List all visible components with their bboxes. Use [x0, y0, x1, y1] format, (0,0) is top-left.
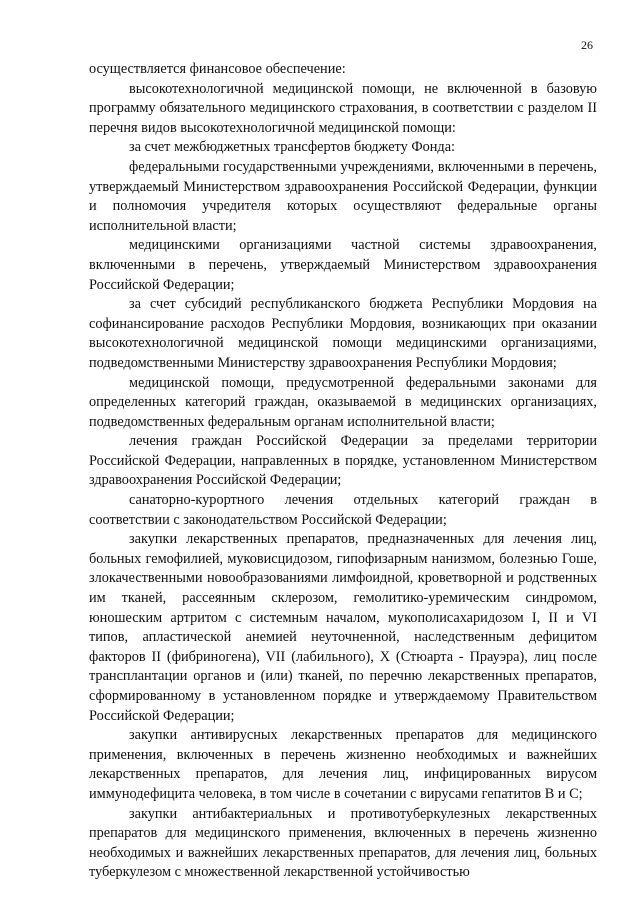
paragraph-4: федеральными государственными учреждениями, включенными в перечень, утверждаемый Министерством здравоохранения Российской Федерации, функции и полномочия учредителя которых осуществляют федеральные органы исполнительной власти;: [89, 158, 597, 234]
paragraph-8: лечения граждан Российской Федерации за пределами территории Российской Федерации, направленных в порядке, установленном Министерством здравоохранения Российской Федерации;: [89, 433, 597, 489]
paragraph-5: медицинскими организациями частной системы здравоохранения, включенными в перечень, утверждаемый Министерством здравоохранения Российской Федерации;: [89, 237, 597, 293]
paragraph-10: закупки лекарственных препаратов, предназначенных для лечения лиц, больных гемофилией, муковисцидозом, гипофизарным нанизмом, болезнью Гоше, злокачественными новообразованиями лимфоидной, кроветворной и родственных им тканей, рассеянным склерозом, гемолитико-уремическим синдромом, юношеским артритом с системным началом, мукополисахаридозом I, II и VI типов, апластической анемией неуточненной, наследственным дефицитом факторов II (фибриногена), VII (лабильного), X (Стюарта - Прауэра), лиц после трансплантации органов и (или) тканей, по перечню лекарственных препаратов, сформированному в установленном порядке и утверждаемому Правительством Российской Федерации;: [89, 531, 597, 724]
document-body: [89, 60, 597, 883]
paragraph-6: за счет субсидий республиканского бюджета Республики Мордовия на софинансирование расходов Республики Мордовия, возникающих при оказании высокотехнологичной медицинской помощи медицинскими организациями, подведомственными Министерству здравоохранения Республики Мордовия;: [89, 296, 597, 371]
paragraph-7: медицинской помощи, предусмотренной федеральными законами для определенных категорий граждан, оказываемой в медицинских организациях, подведомственных федеральным органам исполнительной власти;: [89, 374, 597, 430]
paragraph-1: осуществляется финансовое обеспечение:: [89, 61, 346, 77]
paragraph-11: закупки антивирусных лекарственных препаратов для медицинского применения, включенных в перечень жизненно необходимых и важнейших лекарственных препаратов, для лечения лиц, инфицированных вирусом иммунодефицита человека, в том числе в сочетании с вирусами гепатитов B и C;: [89, 727, 597, 802]
paragraph-3: за счет межбюджетных трансфертов бюджету Фонда:: [129, 139, 456, 156]
paragraph-9: санаторно-курортного лечения отдельных категорий граждан в соответствии с законодательством Российской Федерации;: [89, 492, 597, 528]
paragraph-12: закупки антибактериальных и противотуберкулезных лекарственных препаратов для медицинского применения, включенных в перечень жизненно необходимых и важнейших лекарственных препаратов, для лечения лиц, больных туберкулезом с множественной лекарственной устойчивостью: [89, 805, 597, 881]
paragraph-2: высокотехнологичной медицинской помощи, не включенной в базовую программу обязательного медицинского страхования, в соответствии с разделом II перечня видов высокотехнологичной медицинской помощи:: [89, 80, 597, 136]
page-number: 26: [581, 38, 593, 52]
